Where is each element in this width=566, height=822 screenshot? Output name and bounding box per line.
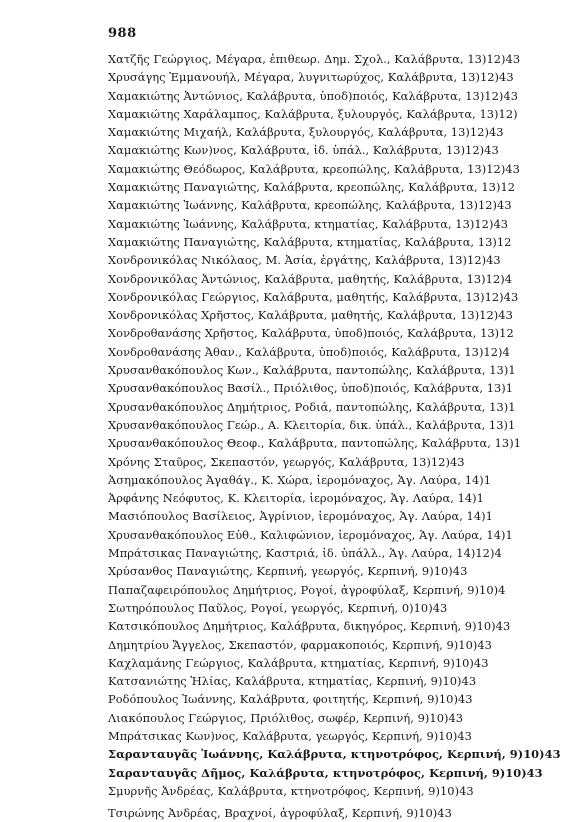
entry-line: Χονδρονικόλας Ἀντώνιος, Καλάβρυτα, μαθητής, Καλάβρυτα, 13)12)4 <box>108 271 513 286</box>
entry-line: Δημητρίου Ἄγγελος, Σκεπαστόν, φαρμακοποιός, Κερπινή, 9)10)43 <box>108 637 492 652</box>
entry-list <box>108 50 564 822</box>
entry-line: Σμυρνῆς Ἀνδρέας, Καλάβρυτα, κτηνοτρόφος, Κερπινή, 9)10)43 <box>108 783 474 798</box>
entry-line: Σαρανταυγᾶς Δῆμος, Καλάβρυτα, κτηνοτρόφος, Κερπινή, 9)10)43 <box>108 765 543 780</box>
entry-line: Χρυσανθακόπουλος Εὐθ., Καλιφώνιον, ἱερομόναχος, Ἁγ. Λαύρα, 14)1 <box>108 527 513 542</box>
entry-line: Παπαζαφειρόπουλος Δημήτριος, Ρογοί, ἀγροφύλαξ, Κερπινή, 9)10)4 <box>108 582 506 597</box>
entry-line: Κατσικόπουλος Δημήτριος, Καλάβρυτα, δικηγόρος, Κερπινή, 9)10)43 <box>108 619 511 634</box>
entry-line: Χρυσανθακόπουλος Κων., Καλάβρυτα, παντοπώλης, Καλάβρυτα, 13)1 <box>108 363 516 378</box>
entry-line: Χαμακιώτης Χαράλαμπος, Καλάβρυτα, ξυλουργός, Καλάβρυτα, 13)12) <box>108 106 518 121</box>
entry-line: Χρόνης Σταῦρος, Σκεπαστόν, γεωργός, Καλάβρυτα, 13)12)43 <box>108 454 465 469</box>
entry-line: Χατζῆς Γεώργιος, Μέγαρα, ἐπιθεωρ. Δημ. Σχολ., Καλάβρυτα, 13)12)43 <box>108 52 521 66</box>
entry-line: Χαμακιώτης Κων)νος, Καλάβρυτα, ἰδ. ὑπάλ., Καλάβρυτα, 13)12)43 <box>108 143 499 158</box>
entry-line: Χονδροθανάσης Χρῆστος, Καλάβρυτα, ὑποδ)ποιός, Καλάβρυτα, 13)12 <box>108 326 514 341</box>
entry-line: Χαμακιώτης Παναγιώτης, Καλάβρυτα, κτηματίας, Καλάβρυτα, 13)12 <box>108 234 512 249</box>
entry-line: Χρυσανθακόπουλος Γεώρ., Α. Κλειτορία, δικ. ὑπάλ., Καλάβρυτα, 13)1 <box>108 417 516 432</box>
entry-line: Μπράτσικας Κων)νος, Καλάβρυτα, γεωργός, Κερπινή, 9)10)43 <box>108 728 472 743</box>
page-number: 988 <box>108 26 137 41</box>
entry-line: Μπράτσικας Παναγιώτης, Καστριά, ἰδ. ὑπάλλ., Ἁγ. Λαύρα, 14)12)4 <box>108 546 502 561</box>
entry-line: Χαμακιώτης Ἀντώνιος, Καλάβρυτα, ὑποδ)ποιός, Καλάβρυτα, 13)12)43 <box>108 88 518 103</box>
entry-line: Ἀσημακόπουλος Ἀγαθάγ., Κ. Χώρα, ἱερομόναχος, Ἁγ. Λαύρα, 14)1 <box>108 472 492 487</box>
entry-line: Χονδρονικόλας Χρῆστος, Καλάβρυτα, μαθητής, Καλάβρυτα, 13)12)43 <box>108 308 513 323</box>
entry-line: Χαμακιώτης Παναγιώτης, Καλάβρυτα, κρεοπώλης, Καλάβρυτα, 13)12 <box>108 180 516 195</box>
entry-line: Χαμακιώτης Ἰωάννης, Καλάβρυτα, κτηματίας, Καλάβρυτα, 13)12)43 <box>108 216 509 231</box>
entry-line: Καχλαμάνης Γεώργιος, Καλάβρυτα, κτηματίας, Κερπινή, 9)10)43 <box>108 655 489 670</box>
entry-line: Χρυσάγης Ἐμμανουήλ, Μέγαρα, λυγνιτωρύχος, Καλάβρυτα, 13)12)43 <box>108 70 514 85</box>
entry-line: Χαμακιώτης Ἰωάννης, Καλάβρυτα, κρεοπώλης, Καλάβρυτα, 13)12)43 <box>108 198 512 213</box>
entry-line: Κατσανιώτης Ἠλίας, Καλάβρυτα, κτηματίας, Κερπινή, 9)10)43 <box>108 674 477 689</box>
entry-line: Χαμακιώτης Θεόδωρος, Καλάβρυτα, κρεοπώλης, Καλάβρυτα, 13)12)43 <box>108 161 520 176</box>
entry-line: Τσιρώνης Ἀνδρέας, Βραχνοί, ἀγροφύλαξ, Κερπινή, 9)10)43 <box>108 806 452 821</box>
entry-line: Χρυσανθακόπουλος Θεοφ., Καλάβρυτα, παντοπώλης, Καλάβρυτα, 13)1 <box>108 436 522 451</box>
entry-line: Σωτηρόπουλος Παῦλος, Ρογοί, γεωργός, Κερπινή, 0)10)43 <box>108 600 448 615</box>
entry-line: Ροδόπουλος Ἰωάννης, Καλάβρυτα, φοιτητής, Κερπινή, 9)10)43 <box>108 692 473 707</box>
entry-line: Χρύσανθος Παναγιώτης, Κερπινή, γεωργός, Κερπινή, 9)10)43 <box>108 564 468 579</box>
entry-line: Μασιόπουλος Βασίλειος, Ἀγρίνιον, ἱερομόναχος, Ἁγ. Λαύρα, 14)1 <box>108 509 493 524</box>
entry-line: Ἀρφάνης Νεόφυτος, Κ. Κλειτορία, ἱερομόναχος, Ἁγ. Λαύρα, 14)1 <box>108 491 484 506</box>
entry-line: Λιακόπουλος Γεώργιος, Πριόλιθος, σωφέρ, Κερπινή, 9)10)43 <box>108 710 464 725</box>
entry-line: Χονδρονικόλας Γεώργιος, Καλάβρυτα, μαθητής, Καλάβρυτα, 13)12)43 <box>108 289 519 304</box>
entry-line: Χαμακιώτης Μιχαήλ, Καλάβρυτα, ξυλουργός, Καλάβρυτα, 13)12)43 <box>108 125 504 140</box>
entry-line: Σαρανταυγᾶς Ἰωάννης, Καλάβρυτα, κτηνοτρόφος, Κερπινή, 9)10)43 <box>108 747 561 762</box>
entry-line: Χρυσανθακόπουλος Βασίλ., Πριόλιθος, ὑποδ)ποιός, Καλάβρυτα, 13)1 <box>108 381 514 396</box>
entry-line: Χονδρονικόλας Νικόλαος, Μ. Ἀσία, ἐργάτης, Καλάβρυτα, 13)12)43 <box>108 253 501 268</box>
entry-line: Χονδροθανάσης Ἀθαν., Καλάβρυτα, ὑποδ)ποιός, Καλάβρυτα, 13)12)4 <box>108 344 510 359</box>
entry-line: Χρυσανθακόπουλος Δημήτριος, Ροδιά, παντοπώλης, Καλάβρυτα, 13)1 <box>108 399 516 414</box>
